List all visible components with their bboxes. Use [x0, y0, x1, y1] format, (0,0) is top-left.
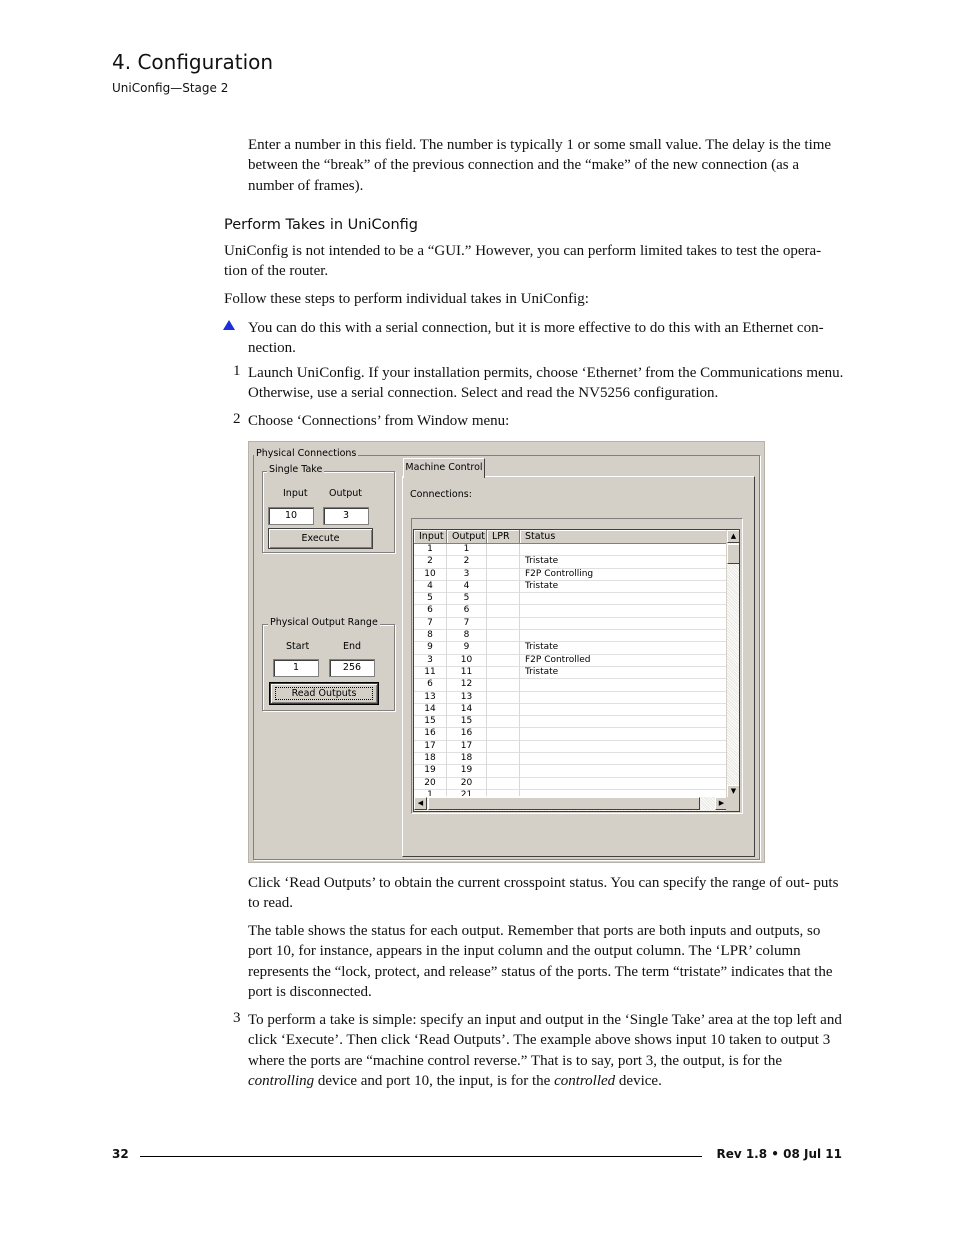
row-input-cell: 14 — [414, 704, 447, 716]
footer-rule — [140, 1156, 702, 1157]
row-lpr-cell — [487, 556, 520, 568]
table-row[interactable] — [414, 630, 728, 642]
column-header-status[interactable]: Status — [520, 530, 728, 544]
row-output-cell: 20 — [447, 778, 487, 790]
scroll-right-icon[interactable]: ▶ — [715, 797, 728, 810]
table-row[interactable] — [414, 790, 728, 796]
scroll-thumb[interactable] — [727, 544, 740, 564]
execute-button[interactable]: Execute — [268, 528, 373, 549]
input-label: Input — [283, 488, 308, 499]
page-number: 32 — [112, 1147, 129, 1161]
row-lpr-cell — [487, 716, 520, 728]
scroll-up-icon[interactable]: ▲ — [727, 530, 740, 543]
row-input-cell: 4 — [414, 581, 447, 593]
row-output-cell: 8 — [447, 630, 487, 642]
single-take-label: Single Take — [269, 464, 323, 475]
row-status-cell — [520, 753, 728, 765]
row-status-cell — [520, 544, 728, 556]
row-status-cell: Tristate — [525, 666, 559, 677]
row-input-cell: 15 — [414, 716, 447, 728]
scroll-corner — [726, 797, 739, 811]
row-input-cell: 20 — [414, 778, 447, 790]
row-status-cell — [520, 790, 728, 796]
row-output-cell: 12 — [447, 679, 487, 691]
row-status-cell: F2P Controlling — [525, 568, 594, 579]
section-subtitle: UniConfig—Stage 2 — [112, 81, 229, 95]
row-output-cell: 2 — [447, 556, 487, 568]
table-row[interactable] — [414, 569, 728, 581]
row-lpr-cell — [487, 655, 520, 667]
row-lpr-cell — [487, 569, 520, 581]
row-input-cell: 9 — [414, 642, 447, 654]
row-lpr-cell — [487, 544, 520, 556]
row-input-cell: 3 — [414, 655, 447, 667]
row-input-cell: 8 — [414, 630, 447, 642]
horizontal-scroll-thumb[interactable] — [428, 797, 700, 810]
emphasis-controlling: controlling — [248, 1072, 315, 1089]
column-header-output[interactable]: Output — [447, 530, 487, 544]
row-input-cell: 6 — [414, 679, 447, 691]
row-lpr-cell — [487, 778, 520, 790]
row-output-cell: 3 — [447, 569, 487, 581]
connections-table[interactable] — [413, 529, 740, 812]
row-status-cell — [520, 765, 728, 777]
step-3-part-2: device and port 10, the input, is for the — [314, 1072, 555, 1089]
row-status-cell — [520, 778, 728, 790]
row-output-cell: 18 — [447, 753, 487, 765]
connections-label: Connections: — [410, 489, 472, 500]
row-output-cell: 9 — [447, 642, 487, 654]
row-output-cell: 5 — [447, 593, 487, 605]
row-output-cell: 14 — [447, 704, 487, 716]
paragraph-follow: Follow these steps to perform individual takes in UniConfig: — [224, 291, 589, 307]
section-heading: Perform Takes in UniConfig — [224, 217, 419, 233]
row-input-cell: 2 — [414, 556, 447, 568]
vertical-scrollbar[interactable] — [726, 530, 739, 798]
row-status-cell — [520, 704, 728, 716]
scroll-down-icon[interactable]: ▼ — [727, 785, 740, 798]
output-label: Output — [329, 488, 362, 499]
table-row[interactable] — [414, 667, 728, 679]
table-row[interactable] — [414, 593, 728, 605]
row-status-cell — [520, 630, 728, 642]
table-row[interactable] — [414, 778, 728, 790]
range-start-field[interactable]: 1 — [273, 659, 319, 677]
row-lpr-cell — [487, 618, 520, 630]
column-header-input[interactable]: Input — [414, 530, 447, 544]
row-status-cell — [520, 593, 728, 605]
row-input-cell: 1 — [414, 544, 447, 556]
emphasis-controlled: controlled — [554, 1072, 616, 1089]
row-status-cell: Tristate — [525, 580, 559, 591]
row-output-cell: 7 — [447, 618, 487, 630]
single-take-input-field[interactable]: 10 — [268, 507, 314, 525]
row-output-cell: 17 — [447, 741, 487, 753]
connections-window-screenshot — [248, 441, 765, 863]
intro-paragraph: Enter a number in this field. The number is typically 1 or some small value. The delay is the time between the “break” of the previous connection and the “make” of the new connection (as a number of frames). — [248, 137, 832, 194]
row-status-cell — [520, 728, 728, 740]
row-output-cell: 13 — [447, 692, 487, 704]
table-row[interactable] — [414, 679, 728, 691]
table-row[interactable] — [414, 544, 728, 556]
row-output-cell: 10 — [447, 655, 487, 667]
column-header-lpr[interactable]: LPR — [487, 530, 520, 544]
row-status-cell — [520, 716, 728, 728]
step-number: 1 — [233, 363, 241, 379]
row-lpr-cell — [487, 704, 520, 716]
step-3-text — [248, 1010, 844, 1091]
row-input-cell: 10 — [414, 569, 447, 581]
row-status-cell — [520, 605, 728, 617]
row-status-cell: Tristate — [525, 642, 559, 653]
row-status-cell — [520, 741, 728, 753]
row-status-cell: F2P Controlled — [525, 654, 591, 665]
row-input-cell: 1 — [414, 790, 447, 796]
row-output-cell: 21 — [447, 790, 487, 796]
table-row[interactable] — [414, 655, 728, 667]
start-label: Start — [286, 641, 310, 652]
table-row[interactable] — [414, 728, 728, 740]
row-output-cell: 4 — [447, 581, 487, 593]
row-output-cell: 1 — [447, 544, 487, 556]
row-output-cell: 6 — [447, 605, 487, 617]
step-3-part-1: To perform a take is simple: specify an input and output in the ‘Single Take’ area at the top left and click ‘Execute’. Then click ‘Read Outputs’. The example above shows input 10 taken to output 3 where the ports are “machine control reverse.” That is to say, port 3, the output, is for the — [248, 1012, 842, 1069]
range-end-field[interactable]: 256 — [329, 659, 375, 677]
row-lpr-cell — [487, 581, 520, 593]
end-label: End — [343, 641, 362, 652]
row-lpr-cell — [487, 692, 520, 704]
row-input-cell: 6 — [414, 605, 447, 617]
row-input-cell: 16 — [414, 728, 447, 740]
paragraph-read-outputs: Click ‘Read Outputs’ to obtain the current crosspoint status. You can specify the range of out- puts to read. — [248, 875, 839, 912]
row-lpr-cell — [487, 765, 520, 777]
row-output-cell: 19 — [447, 765, 487, 777]
chapter-title: 4. Configuration — [112, 50, 274, 74]
table-header — [414, 530, 728, 544]
step-number: 2 — [233, 411, 241, 427]
row-lpr-cell — [487, 728, 520, 740]
row-lpr-cell — [487, 741, 520, 753]
table-row[interactable] — [414, 618, 728, 630]
note-text: You can do this with a serial connection, but it is more effective to do this with an Ethernet con- nection. — [248, 320, 824, 357]
row-lpr-cell — [487, 679, 520, 691]
paragraph-gui: UniConfig is not intended to be a “GUI.” However, you can perform limited takes to test the opera- tion of the router. — [224, 243, 822, 280]
table-row[interactable] — [414, 556, 728, 568]
tab-machine-control[interactable]: Machine Control — [403, 458, 485, 478]
table-row[interactable] — [414, 692, 728, 704]
single-take-output-field[interactable]: 3 — [323, 507, 369, 525]
row-status-cell — [520, 692, 728, 704]
table-row[interactable] — [414, 716, 728, 728]
row-output-cell: 11 — [447, 667, 487, 679]
row-input-cell: 7 — [414, 618, 447, 630]
table-row[interactable] — [414, 753, 728, 765]
row-lpr-cell — [487, 605, 520, 617]
step-text: Choose ‘Connections’ from Window menu: — [248, 413, 510, 429]
row-lpr-cell — [487, 667, 520, 679]
revision-label: Rev 1.8 • 08 Jul 11 — [716, 1147, 842, 1161]
paragraph-table-description: The table shows the status for each output. Remember that ports are both inputs and outputs, so port 10, for instance, appears in the input column and the output column. The ‘LPR’ column represents the “lock, protect, and release” status of the ports. The term “tristate” indicates that the port is disconnected. — [248, 923, 833, 1000]
table-row[interactable] — [414, 605, 728, 617]
row-input-cell: 17 — [414, 741, 447, 753]
row-input-cell: 19 — [414, 765, 447, 777]
table-row[interactable] — [414, 581, 728, 593]
row-input-cell: 18 — [414, 753, 447, 765]
row-output-cell: 16 — [447, 728, 487, 740]
table-row[interactable] — [414, 642, 728, 654]
table-row[interactable] — [414, 765, 728, 777]
row-lpr-cell — [487, 753, 520, 765]
row-input-cell: 5 — [414, 593, 447, 605]
horizontal-scrollbar[interactable] — [414, 797, 728, 811]
step-3-part-3: device. — [615, 1072, 662, 1089]
row-status-cell: Tristate — [525, 556, 559, 567]
scroll-left-icon[interactable]: ◀ — [414, 797, 427, 810]
row-lpr-cell — [487, 642, 520, 654]
row-status-cell — [520, 679, 728, 691]
row-lpr-cell — [487, 593, 520, 605]
table-row[interactable] — [414, 741, 728, 753]
row-lpr-cell — [487, 790, 520, 796]
table-body — [414, 544, 728, 796]
read-outputs-button[interactable] — [270, 683, 378, 704]
step-number: 3 — [233, 1010, 241, 1026]
physical-connections-label: Physical Connections — [256, 448, 357, 459]
read-outputs-label: Read Outputs — [275, 687, 374, 700]
table-row[interactable] — [414, 704, 728, 716]
row-output-cell: 15 — [447, 716, 487, 728]
row-input-cell: 11 — [414, 667, 447, 679]
output-range-label: Physical Output Range — [270, 617, 378, 628]
step-text: Launch UniConfig. If your installation permits, choose ‘Ethernet’ from the Communications menu. Otherwise, use a serial connection. Select and read the NV5256 configuration. — [248, 365, 844, 402]
row-input-cell: 13 — [414, 692, 447, 704]
row-lpr-cell — [487, 630, 520, 642]
row-status-cell — [520, 618, 728, 630]
note-triangle-icon — [223, 320, 235, 330]
